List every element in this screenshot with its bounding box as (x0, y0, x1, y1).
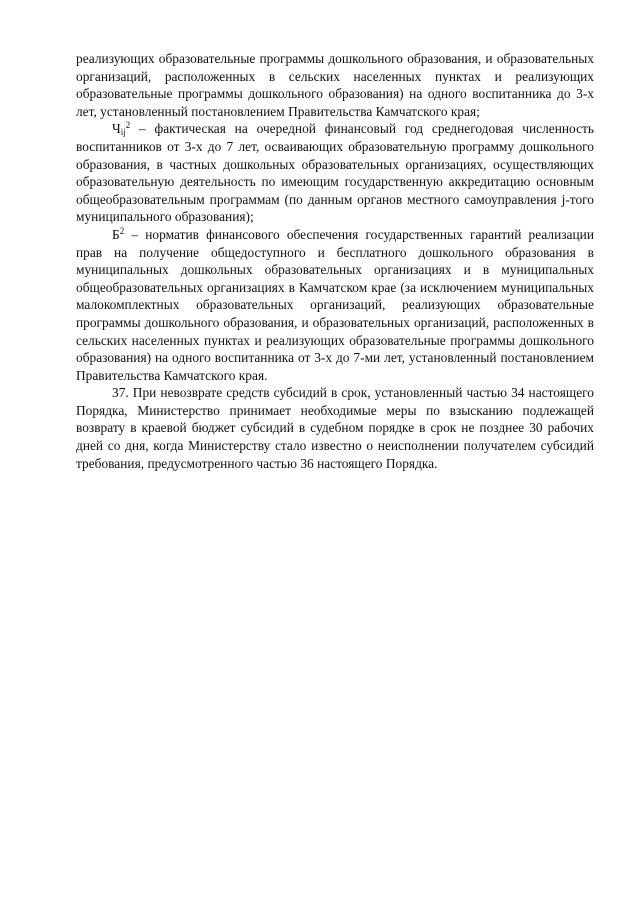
paragraph-continuation: реализующих образовательные программы дошкольного образования, и образовательных организаций, расположенных в сельских населенных пунктах и реализующих образовательные программы дошкольного образования) на одного воспитанника до 3-х лет, установленный постановлением Правительства Камчатского края; (76, 51, 594, 119)
symbol-subscript: ij (120, 127, 126, 138)
symbol-superscript: 2 (125, 120, 131, 131)
symbol-letter: Б (112, 226, 120, 242)
paragraph-37: 37. При невозврате средств субсидий в срок, установленный частью 34 настоящего Порядка, Министерство принимает необходимые меры по взысканию подлежащей возврату в краевой бюджет субсидий в судебном порядке в срок не позднее 30 рабочих дней со дня, когда Министерству стало известно о неисполнении получателем субсидий требования, предусмотренного частью 36 настоящего Порядка. (76, 385, 594, 471)
symbol-letter: Ч (112, 121, 121, 137)
symbol-superscript: 2 (119, 225, 125, 236)
formula-symbol-b (112, 227, 124, 242)
formula-symbol-ch (112, 121, 130, 136)
paragraph-text: – фактическая на очередной финансовый год среднегодовая численность воспитанников от 3-х до 7 лет, осваивающих образовательную программу дошкольного образования, в частных дошкольных образовательных организациях, осуществляющих образовательную деятельность по имеющим государственную аккредитацию основным общеобразовательным программам (по данным органов местного самоуправления j-того муниципального образования); (76, 121, 594, 225)
paragraph-text: – норматив финансового обеспечения государственных гарантий реализации прав на получение общедоступного и бесплатного дошкольного образования в муниципальных дошкольных образовательных организациях и в муниципальных общеобразовательных организациях в Камчатском крае (за исключением муниципальных малокомплектных образовательных организаций, реализующих образовательные программы дошкольного образования, и образовательных организаций, расположенных в сельских населенных пунктах и реализующих образовательные программы дошкольного образования) на одного воспитанника от 3-х до 7-ми лет, установленный постановлением Правительства Камчатского края. (76, 226, 594, 383)
paragraph-ch-definition (76, 120, 594, 226)
document-page (76, 50, 594, 472)
paragraph-b-definition (76, 226, 594, 384)
